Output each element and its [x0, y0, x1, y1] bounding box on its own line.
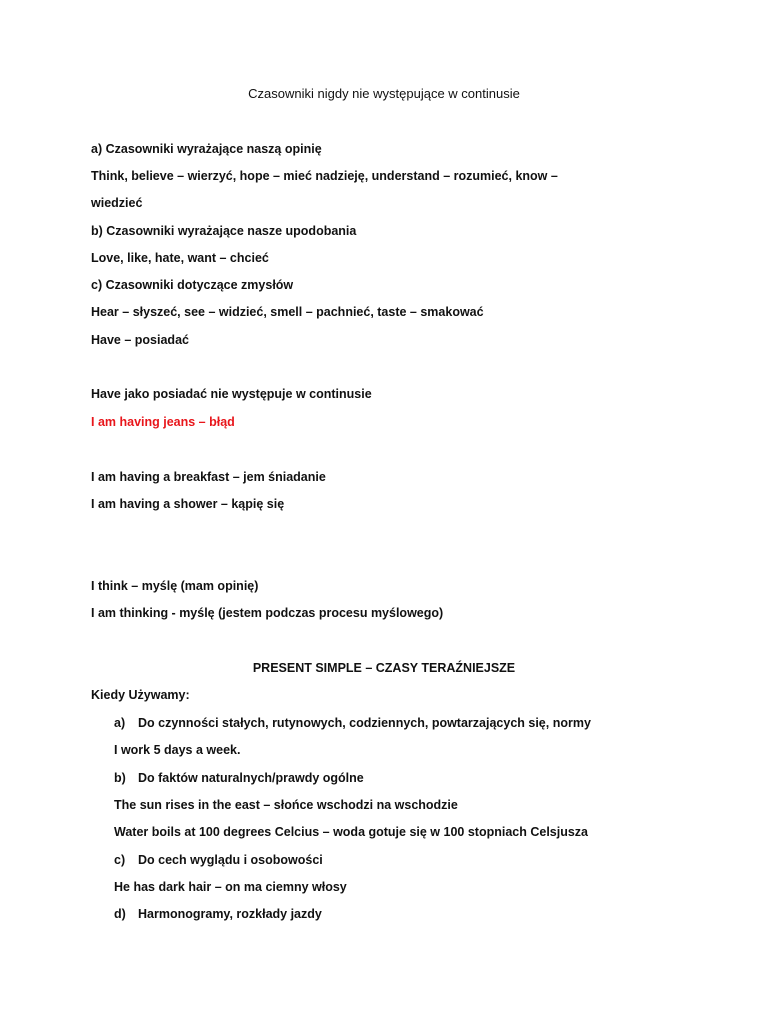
section-c-line-2: Have – posiadać: [91, 333, 189, 347]
think-example-2: I am thinking - myślę (jestem podczas procesu myślowego): [91, 606, 444, 620]
usage-item-a-text: Do czynności stałych, rutynowych, codziennych, powtarzających się, normy: [138, 716, 591, 730]
have-error-example: I am having jeans – błąd: [91, 415, 235, 429]
usage-item-a-marker: a): [114, 716, 126, 730]
usage-item-b-text: Do faktów naturalnych/prawdy ogólne: [138, 771, 364, 785]
usage-example-b-1: The sun rises in the east – słońce wschodzi na wschodzie: [114, 798, 458, 812]
think-example-1: I think – myślę (mam opinię): [91, 579, 259, 593]
usage-item-d-text: Harmonogramy, rozkłady jazdy: [138, 907, 322, 921]
usage-item-d-marker: d): [114, 907, 126, 921]
section-a-heading: a) Czasowniki wyrażające naszą opinię: [91, 142, 322, 156]
section-a-line-1: Think, believe – wierzyć, hope – mieć nadzieję, understand – rozumieć, know –: [91, 169, 558, 183]
have-example-2: I am having a shower – kąpię się: [91, 497, 285, 511]
usage-item-c-text: Do cech wyglądu i osobowości: [138, 853, 323, 867]
section-c-line-1: Hear – słyszeć, see – widzieć, smell – pachnieć, taste – smakować: [91, 305, 484, 319]
have-note: Have jako posiadać nie występuje w continusie: [91, 387, 372, 401]
have-example-1: I am having a breakfast – jem śniadanie: [91, 470, 326, 484]
section-b-heading: b) Czasowniki wyrażające nasze upodobania: [91, 224, 357, 238]
usage-example-a-1: I work 5 days a week.: [114, 743, 241, 757]
usage-item-d: [114, 906, 322, 922]
section-b-line-1: Love, like, hate, want – chcieć: [91, 251, 269, 265]
section-c-heading: c) Czasowniki dotyczące zmysłów: [91, 278, 294, 292]
usage-example-b-2: Water boils at 100 degrees Celcius – woda gotuje się w 100 stopniach Celsjusza: [114, 825, 589, 839]
document-title: Czasowniki nigdy nie występujące w continusie: [248, 86, 520, 101]
usage-item-c: [114, 852, 323, 868]
usage-item-b-marker: b): [114, 771, 126, 785]
usage-example-c-1: He has dark hair – on ma ciemny włosy: [114, 880, 347, 894]
usage-item-b: [114, 770, 364, 786]
section-a-line-2: wiedzieć: [91, 196, 143, 210]
kiedy-uzywamy: Kiedy Używamy:: [91, 688, 190, 702]
usage-item-c-marker: c): [114, 853, 126, 867]
usage-item-a: [114, 715, 591, 731]
present-simple-title: PRESENT SIMPLE – CZASY TERAŹNIEJSZE: [252, 661, 516, 675]
